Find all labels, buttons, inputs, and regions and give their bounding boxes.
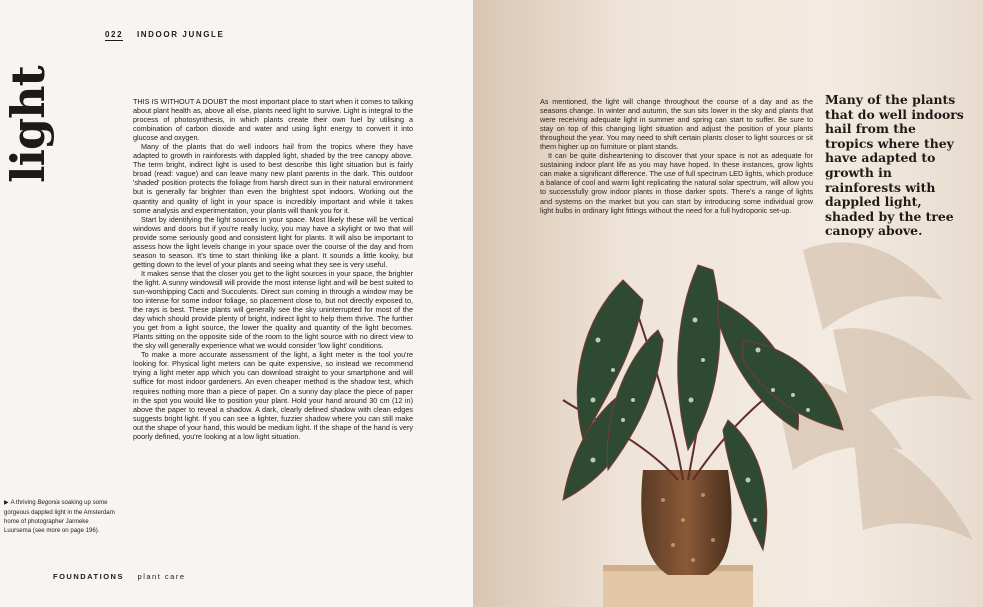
page-number: 022 [105,30,124,39]
caption-marker-icon: ▶ [4,500,9,506]
caption-text-end: soaking up some gorgeous dappled light in the Amsterdam home of photographer Janneke Luursema (see more on page 196). [4,499,115,534]
page-footer [53,572,185,581]
caption-plant-name: Begonia [37,499,60,506]
caption-text: A thriving [10,499,38,506]
paragraph: As mentioned, the light will change throughout the course of a day and as the seasons change. In winter and autumn, the sun sits lower in the sky and plants that were receiving adequate light in summer and spring can start to suffer. Be sure to stay on top of this changing light situation and adjust the position of your plants throughout the year. You may need to shift certain plants closer to light sources or sit them higher up on furniture or plant stands. [540,97,813,152]
paragraph: Many of the plants that do well indoors hail from the tropics where they have adapted to growth in rainforests with dappled light, shaded by the tree canopy above. The term bright, indirect light is used to best describe this light situation but is fairly broad (read: vague) and can leave many new plant parents in the dark. This outdoor 'shaded' position protects the foliage from harsh direct sun in their natural environment but is generally far brighter than even the brightest spot indoors. Working out the quantity and quality of light in your space is incredibly important and while it takes some analysis and experimentation, your plants will thank you for it. [133,142,413,215]
paragraph: To make a more accurate assessment of the light, a light meter is the tool you're looking for. Physical light meters can be quite expensive, so instead we recommend trying a light meter app which you can download straight to your smartphone and will suffice for most indoor gardeners. An even cheaper method is the shadow test, which requires nothing more than a piece of paper. On a sunny day place the piece of paper in the spot you would like to position your plant. Hold your hand around 30 cm (12 in) above the paper to reveal a shadow. A dark, clearly defined shadow with clean edges suggests bright light. If you can see a lighter, fuzzier shadow where you can still make out the shape of your hand, this would be medium light. If the shape of the hand is very poorly defined, you're looking at a low light situation. [133,350,413,441]
footer-subsection: plant care [137,572,186,581]
paragraph: Start by identifying the light sources in your space. Most likely these will be vertical windows and doors but if you're really lucky, you may have a skylight or two that will provide some seriously good and consistent light for plants. It will also be important to assess how the light levels change in your space over the course of the day and from season to season. It's time to start thinking like a plant. It sounds a little kooky, but getting down to the level of your plants and seeing what they see is very useful. [133,214,413,269]
book-title: INDOOR JUNGLE [136,30,225,39]
pull-quote: Many of the plants that do well indoors hail from the tropics where they have adapted to growth in rainforests with dappled light, shaded by the tree canopy above. [825,92,964,239]
photo-caption [4,498,116,535]
chapter-title: light [1,66,55,183]
paragraph: It makes sense that the closer you get to the light sources in your space, the brighter the light. A sunny windowsill will provide the most intense light and will be best suited to sun-worshipping Cacti and Succulents. Direct sun coming in through a window may be too intense for some indoor foliage, so placement close to, but not directly exposed to, the rays is best. These plants will generally see the sky uninterrupted for most of the day which should provide plenty of bright, indirect light to help them thrive. The further you get from a light source, the lower the quality and quantity of the light becomes. Plants sitting on the opposite side of the room to the light source with no direct view to the sky will generally experience what we would consider 'low light' conditions. [133,268,413,351]
page-header [105,30,224,39]
footer-section: FOUNDATIONS [53,572,124,581]
left-text-column [133,97,413,441]
paragraph: THIS IS WITHOUT A DOUBT the most important place to start when it comes to talking about plant health as, above all else, plants need light to survive. Light is integral to the process of photosynthesis, in which plants create their own fuel by utilising a combination of carbon dioxide and water and using light energy to convert it into glucose and oxygen. [133,97,413,143]
paragraph: It can be quite disheartening to discover that your space is not as adequate for sustaining indoor plant life as you may have hoped. In these instances, grow lights can make a significant difference. The use of full spectrum LED lights, which produce a balance of cool and warm light replicating the natural solar spectrum, will allow you to successfully grow indoor plants in those darker spots. There's a range of lights and systems on the market but you can start by introducing some individual grow light bulbs in ordinary light fittings without the need for a full hydroponic set-up. [540,151,813,215]
right-text-column [540,97,813,215]
